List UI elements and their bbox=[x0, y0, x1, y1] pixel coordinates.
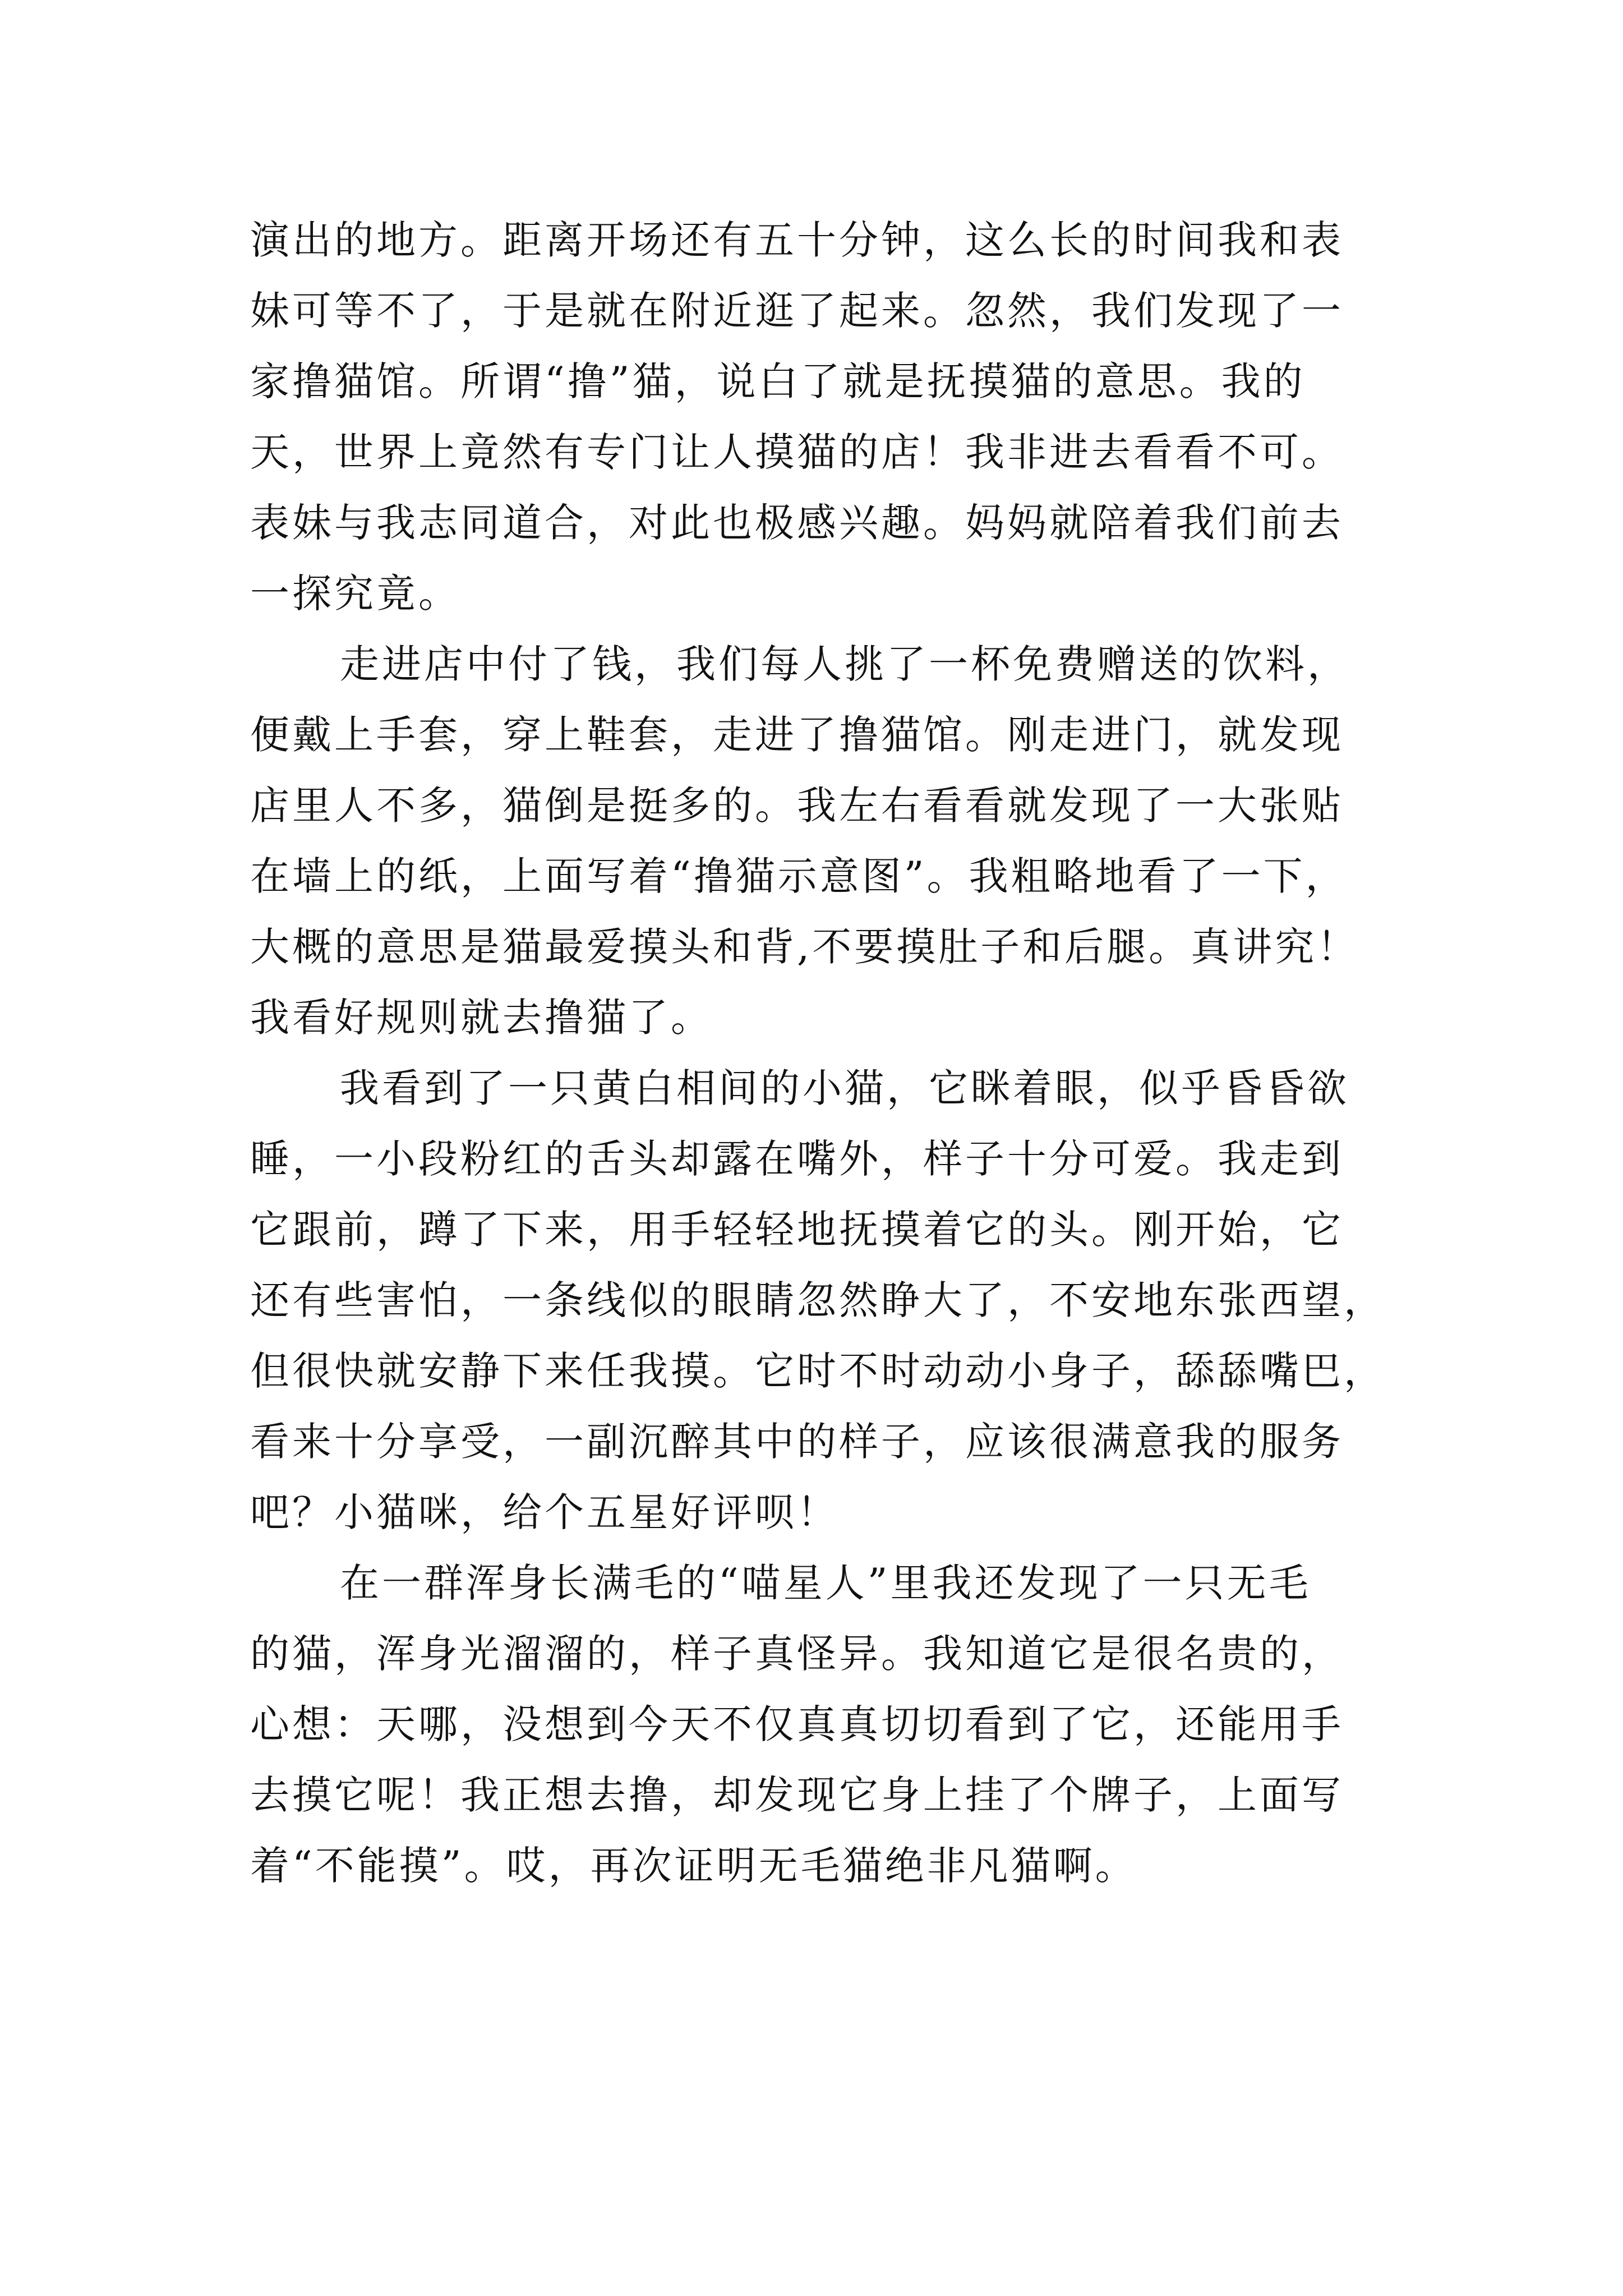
text-line: 还有些害怕，一条线似的眼睛忽然睁大了，不安地东张西望， bbox=[250, 1277, 1386, 1323]
text-line: 去摸它呢！我正想去撸，却发现它身上挂了个牌子，上面写 bbox=[250, 1772, 1344, 1818]
text-line: 的猫，浑身光溜溜的，样子真怪异。我知道它是很名贵的， bbox=[250, 1631, 1344, 1677]
text-line: 大概的意思是猫最爱摸头和背,不要摸肚子和后腿。真讲究！ bbox=[250, 924, 1359, 970]
text-line: 我看到了一只黄白相间的小猫，它眯着眼，似乎昏昏欲 bbox=[340, 1065, 1349, 1111]
text-line: 但很快就安静下来任我摸。它时不时动动小身子，舔舔嘴巴， bbox=[250, 1348, 1386, 1394]
text-line: 家撸猫馆。所谓“撸”猫，说白了就是抚摸猫的意思。我的 bbox=[250, 358, 1306, 404]
text-line: 看来十分享受，一副沉醉其中的样子，应该很满意我的服务 bbox=[250, 1419, 1344, 1465]
text-line: 店里人不多，猫倒是挺多的。我左右看看就发现了一大张贴 bbox=[250, 783, 1344, 829]
text-line: 着“不能摸”。哎，再次证明无毛猫绝非凡猫啊。 bbox=[250, 1843, 1137, 1889]
text-line: 演出的地方。距离开场还有五十分钟，这么长的时间我和表 bbox=[250, 217, 1344, 263]
text-line: 妹可等不了，于是就在附近逛了起来。忽然，我们发现了一 bbox=[250, 288, 1344, 334]
text-line: 一探究竟。 bbox=[250, 570, 460, 616]
text-line: 它跟前，蹲了下来，用手轻轻地抚摸着它的头。刚开始，它 bbox=[250, 1207, 1344, 1253]
text-line: 天，世界上竟然有专门让人摸猫的店！我非进去看看不可。 bbox=[250, 429, 1344, 475]
text-line: 心想：天哪，没想到今天不仅真真切切看到了它，还能用手 bbox=[250, 1701, 1344, 1747]
text-line: 在墙上的纸，上面写着“撸猫示意图”。我粗略地看了一下， bbox=[250, 853, 1348, 899]
text-line: 睡，一小段粉红的舌头却露在嘴外，样子十分可爱。我走到 bbox=[250, 1136, 1344, 1182]
text-line: 表妹与我志同道合，对此也极感兴趣。妈妈就陪着我们前去 bbox=[250, 500, 1344, 546]
text-line: 在一群浑身长满毛的“喵星人”里我还发现了一只无毛 bbox=[340, 1560, 1311, 1606]
text-line: 便戴上手套，穿上鞋套，走进了撸猫馆。刚走进门，就发现 bbox=[250, 712, 1344, 758]
text-line: 走进店中付了钱，我们每人挑了一杯免费赠送的饮料， bbox=[340, 641, 1349, 687]
text-line: 吧？小猫咪，给个五星好评呗！ bbox=[250, 1489, 839, 1535]
text-line: 我看好规则就去撸猫了。 bbox=[250, 995, 713, 1041]
